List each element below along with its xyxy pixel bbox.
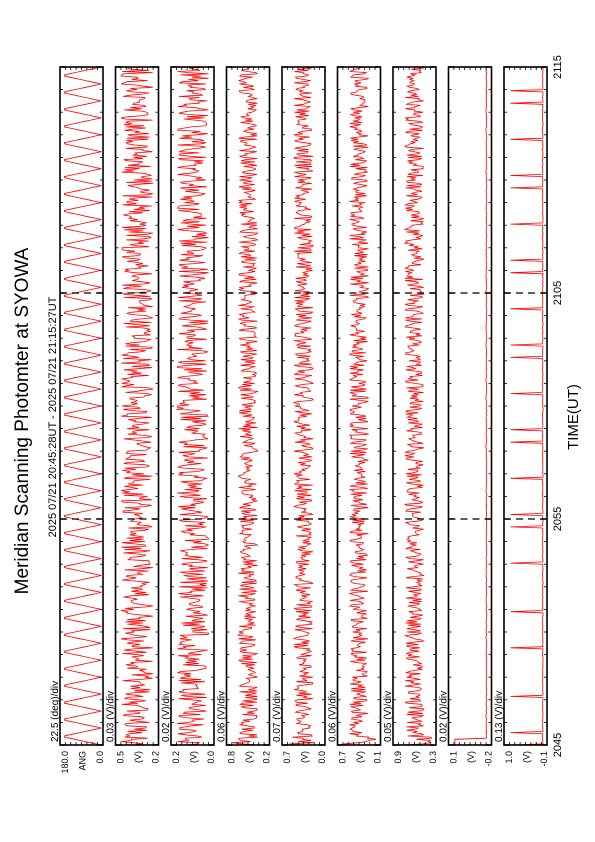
y-tick-label-top: 0.1	[448, 751, 459, 764]
chart-title: Meridian Scanning Photomter at SYOWA	[12, 247, 33, 595]
panel-label: (V)	[410, 751, 421, 763]
panel-scale: 0.02 (V)/div	[161, 690, 172, 742]
panel-frame	[449, 67, 492, 745]
panel-scale: 0.06 (V)/div	[216, 690, 228, 742]
trace-line	[233, 67, 258, 745]
y-tick-label-top: 0.7	[337, 751, 348, 764]
y-tick-label-bottom: 0.2	[261, 751, 272, 764]
panel-label: (V)	[244, 751, 254, 763]
x-tick-label: 2055	[552, 506, 564, 532]
y-tick-label-bottom: 0.0	[317, 751, 327, 764]
trace-line	[400, 67, 432, 745]
x-tick-label: 2105	[552, 280, 564, 306]
trace-line	[510, 67, 543, 745]
x-tick-label: 2115	[552, 55, 564, 79]
panel-scale: 0.06 (V)/div	[327, 690, 339, 742]
panel-7	[383, 67, 438, 764]
x-axis-label: TIME(UT)	[565, 384, 582, 450]
y-tick-label-bottom: 0.0	[206, 751, 216, 764]
trace-line	[289, 67, 313, 745]
panel-scale: 0.03 (V)/div	[105, 690, 117, 742]
panel-scale: 22.5 (deg)/div	[50, 680, 61, 742]
x-tick-label: 2045	[552, 732, 564, 758]
panel-label: (V)	[355, 751, 365, 763]
y-tick-label-bottom: 0.1	[372, 751, 383, 764]
y-tick-label-bottom: 0.0	[95, 751, 105, 764]
panel-label: (V)	[299, 751, 310, 763]
panel-scale: 0.07 (V)/div	[272, 690, 283, 742]
time-range: 2025 07/21 20:45:28UT - 2025 07/21 21:15:27UT	[47, 296, 59, 538]
y-tick-label-bottom: 0.3	[428, 751, 438, 764]
panel-6	[328, 67, 383, 764]
trace-line	[64, 67, 101, 745]
panel-frame	[60, 67, 103, 745]
y-tick-label-top: 1.0	[504, 751, 514, 764]
y-tick-label-top: 0.2	[171, 751, 181, 764]
panel-2	[106, 67, 161, 764]
panel-scale: 0.05 (V)/div	[383, 690, 394, 742]
y-tick-label-top: 0.9	[393, 751, 403, 764]
y-tick-label-bottom: -0.2	[483, 751, 494, 767]
panel-scale: 0.13 (V)/div	[494, 690, 505, 742]
panel-label: (V)	[188, 751, 199, 763]
panel-frame	[227, 67, 270, 745]
panel-8	[439, 67, 494, 767]
y-tick-label-top: 180.0	[60, 751, 70, 774]
panel-frame	[393, 67, 436, 745]
panel-label: (V)	[133, 751, 143, 763]
panel-frame	[504, 67, 547, 745]
panel-4	[217, 67, 272, 764]
trace-line	[177, 67, 209, 745]
trace-line	[455, 67, 487, 745]
panel-scale: 0.02 (V)/div	[438, 690, 450, 742]
panel-label: (V)	[466, 751, 476, 763]
y-tick-label-top: 0.7	[282, 751, 292, 764]
panel-5	[272, 67, 327, 764]
y-tick-label-top: 0.5	[115, 751, 126, 764]
y-tick-label-bottom: 0.2	[150, 751, 161, 764]
panel-9	[494, 67, 549, 767]
y-tick-label-bottom: -0.1	[539, 751, 549, 767]
panel-label: ANG	[77, 751, 88, 771]
trace-line	[121, 67, 153, 745]
panel-label: (V)	[521, 751, 532, 763]
trace-line	[344, 67, 377, 745]
panel-3	[161, 67, 216, 764]
y-tick-label-top: 0.8	[226, 751, 237, 764]
